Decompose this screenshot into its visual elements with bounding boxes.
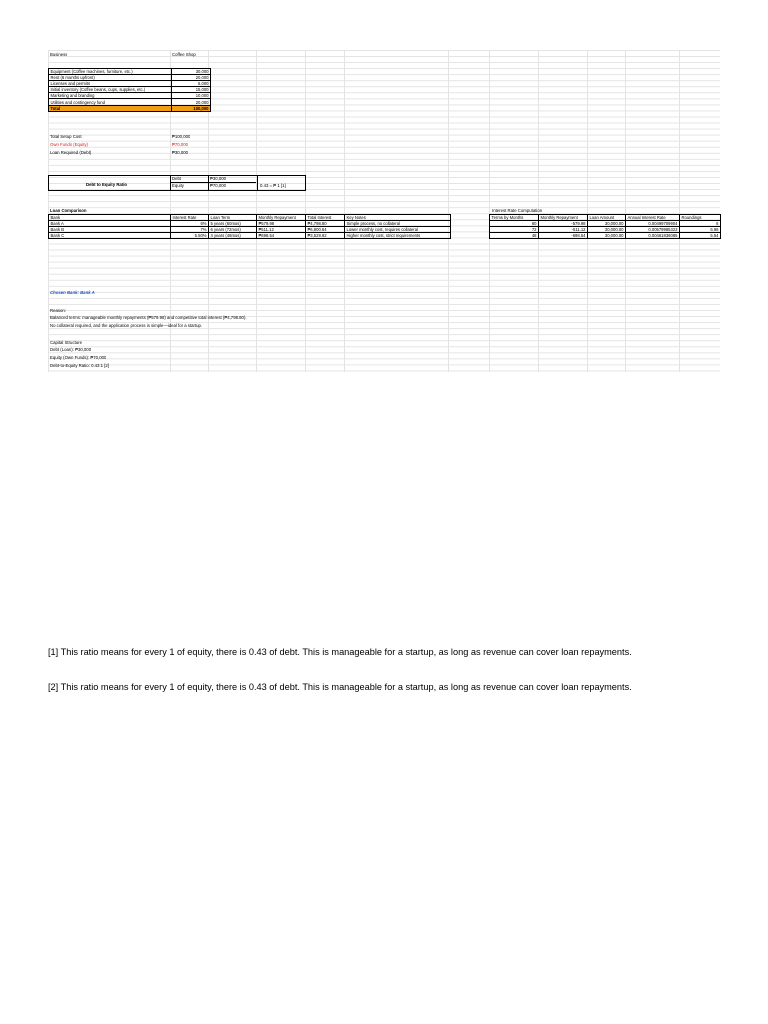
summary-value: ₱100,000 [172,134,191,139]
summary-label: Own Funds (Equity) [50,142,88,147]
column-header: Monthly Repayment [539,215,588,221]
column-header: Monthly Repayment [257,215,306,221]
cost-item: Marketing and branding [49,93,172,99]
cost-amount: 20,000 [172,99,211,105]
ratio-equity-value: ₱70,000 [210,182,227,188]
reason-line: No collateral required, and the application process is simple—ideal for a startup. [50,323,203,328]
capital-line: Equity (Own Funds): ₱70,000 [50,355,107,360]
interest-computation-table [489,214,721,239]
reason-label: Reason: [50,308,67,313]
loan-comparison-table [48,214,451,239]
capital-title: Capital Structure [50,340,83,345]
term-cell: 5 years (60mos) [209,221,257,227]
rounding-cell: 6 [680,221,721,227]
column-header: Bank [49,215,171,221]
rounding-cell: 6.96 [680,227,721,233]
reason-line: Balanced terms: manageable monthly repayments (₱579.98) and competitive total interest (₱4,798.80). [50,315,247,320]
chosen-bank: Chosen Bank: Bank A [50,290,95,295]
column-header: Terms by Months [490,215,539,221]
summary-label: Loan Required (Debt) [50,150,92,155]
bank-cell: Bank A [49,221,171,227]
interest-cell: ₱3,529.92 [306,233,345,239]
column-header: Annual Interest Rate [626,215,680,221]
notes-cell: Simple process, no collateral [345,221,451,227]
setup-costs-table [48,68,211,112]
summary-value: ₱30,000 [172,150,189,155]
rate-cell: 6% [171,221,209,227]
bank-cell: Bank B [49,227,171,233]
rate-cell: 7% [171,227,209,233]
spreadsheet-sheet [48,50,720,372]
rate-cell: 5.50% [171,233,209,239]
cost-item: Utilities and contingency fund [49,99,172,105]
footnote-2: [2] This ratio means for every 1 of equity, there is 0.43 of debt. This is manageable for a startup, as long as revenue can cover loan repayments. [48,682,632,692]
column-header: Interest Rate [171,215,209,221]
cost-total-label: Total [49,105,172,111]
ratio-equity-label: Equity [172,182,184,188]
rate-cell: 0.00579985323 [626,227,680,233]
table-row [49,233,451,239]
cost-item: Licenses and permits [49,81,172,87]
notes-cell: Higher monthly cost, strict requirements [345,233,451,239]
cost-amount: 5,000 [172,81,211,87]
business-label: Business [50,52,68,57]
interest-cell: ₱4,798.80 [306,221,345,227]
column-header: Loan Amount [588,215,626,221]
rounding-cell: 5.54 [680,233,721,239]
column-header: Roundings [680,215,721,221]
loan-amount-cell: 30,000.00 [588,227,626,233]
cost-amount: 10,000 [172,93,211,99]
term-cell: 6 years (72mos) [209,227,257,233]
ratio-debt-value: ₱30,000 [210,175,227,181]
repayment-cell: ₱698.54 [257,233,306,239]
repayment-cell: -511.12 [539,227,588,233]
column-header: Total Interest [306,215,345,221]
interest-computation-title: Interest Rate Computation [492,208,543,213]
repayment-cell: -579.98 [539,221,588,227]
cost-item: Initial inventory (Coffee beans, cups, supplies, etc.) [49,87,172,93]
column-header: Key Notes [345,215,451,221]
ratio-label: Debt to Equity Ratio [86,182,128,187]
capital-line: Debt (Loan): ₱30,000 [50,347,92,352]
summary-label: Total Setup Cost [50,134,82,139]
column-header: Loan Term [209,215,257,221]
term-cell: 4 years (48mos) [209,233,257,239]
repayment-cell: -698.54 [539,233,588,239]
cost-total-row [49,105,211,111]
notes-cell: Lower monthly cost, requires collateral [345,227,451,233]
rate-cell: 0.00499709904 [626,221,680,227]
ratio-result: 0.43 = ₱ 1 [1] [260,182,286,188]
table-row [490,233,721,239]
months-cell: 48 [490,233,539,239]
loan-amount-cell: 30,000.00 [588,233,626,239]
bank-cell: Bank C [49,233,171,239]
loan-amount-cell: 30,000.00 [588,221,626,227]
cost-item: Equipment (Coffee machines, furniture, etc.) [49,69,172,75]
loan-comparison-title: Loan Comparison [50,208,87,213]
cost-amount: 15,000 [172,87,211,93]
capital-line: Debt-to-Equity Ratio: 0.43:1 [2] [50,363,109,368]
repayment-cell: ₱511.12 [257,227,306,233]
rate-cell: 0.00461836085 [626,233,680,239]
ratio-debt-label: Debt [172,175,182,181]
months-cell: 60 [490,221,539,227]
repayment-cell: ₱579.98 [257,221,306,227]
cost-amount: 30,000 [172,69,211,75]
months-cell: 72 [490,227,539,233]
cost-item: Rent (6 months upfront) [49,75,172,81]
cost-amount: 20,000 [172,75,211,81]
summary-value: ₱70,000 [172,142,189,147]
footnote-1: [1] This ratio means for every 1 of equity, there is 0.43 of debt. This is manageable for a startup, as long as revenue can cover loan repayments. [48,647,632,657]
business-value: Coffee Shop [172,52,196,57]
interest-cell: ₱6,800.64 [306,227,345,233]
cost-total-amount: 100,000 [172,105,211,111]
